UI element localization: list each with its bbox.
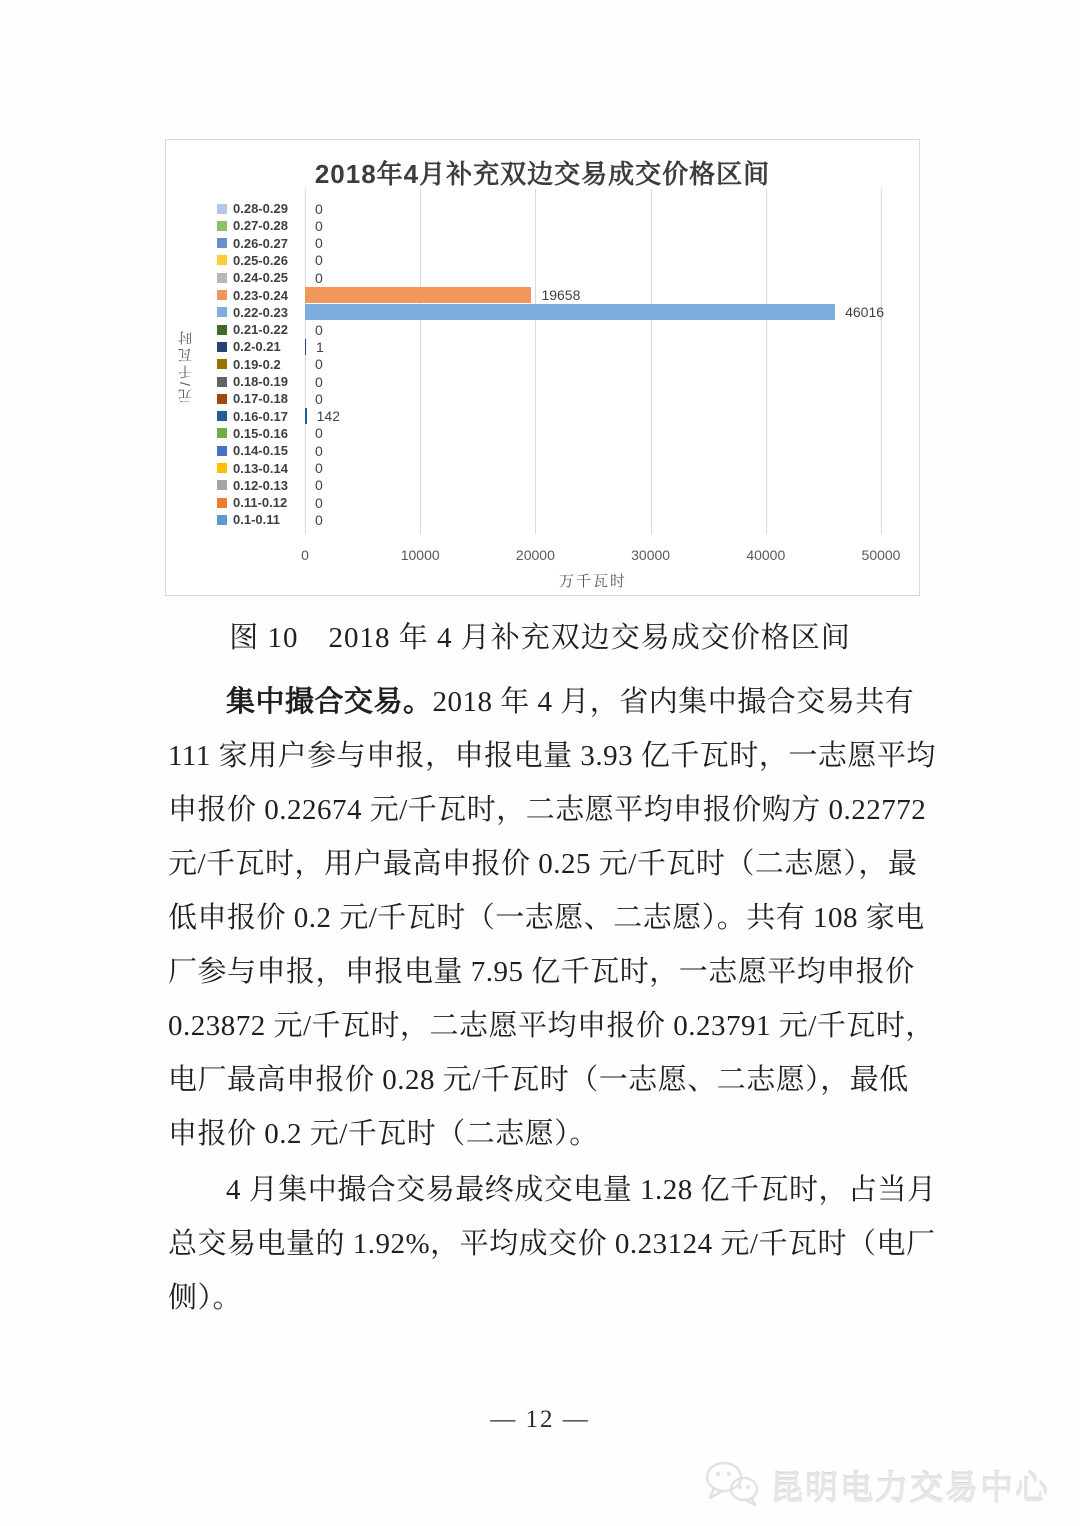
- value-label: 0: [315, 235, 323, 252]
- category-label: 0.26-0.27: [233, 235, 288, 251]
- legend-swatch: [217, 377, 227, 387]
- body-line: 电厂最高申报价 0.28 元/千瓦时（一志愿、二志愿），最低: [168, 1064, 909, 1096]
- x-tick-label: 40000: [746, 547, 786, 563]
- y-axis-title-text: 元/千瓦时: [177, 327, 193, 403]
- gridline: [535, 189, 536, 534]
- value-label: 0: [315, 390, 323, 407]
- category-label: 0.17-0.18: [233, 391, 288, 407]
- chart-title: 2018年4月补充双边交易成交价格区间: [314, 159, 771, 189]
- legend-swatch: [217, 446, 227, 456]
- body-text: [168, 675, 937, 1325]
- body-line: 低申报价 0.2 元/千瓦时（一志愿、二志愿）。共有 108 家电: [168, 902, 925, 934]
- legend-swatch: [217, 515, 227, 525]
- category-label: 0.11-0.12: [233, 495, 288, 511]
- figure-caption: 图 10 2018 年 4 月补充双边交易成交价格区间: [229, 622, 851, 654]
- body-line-text: 2018 年 4 月，省内集中撮合交易共有: [432, 686, 915, 718]
- legend-swatch: [217, 238, 227, 248]
- body-line: [168, 675, 918, 729]
- body-line: 申报价 0.22674 元/千瓦时，二志愿平均申报价购方 0.22772: [168, 794, 927, 826]
- category-label: 0.28-0.29: [233, 201, 288, 216]
- category-label: 0.18-0.19: [233, 374, 288, 389]
- body-line: 4 月集中撮合交易最终成交电量 1.28 亿千瓦时，占当月: [226, 1174, 937, 1206]
- body-line: 侧）。: [168, 1282, 243, 1314]
- x-tick-label: 10000: [400, 547, 440, 563]
- x-tick-label: 0: [301, 547, 309, 563]
- legend-swatch: [217, 255, 227, 265]
- value-label: 0: [315, 460, 323, 476]
- value-label: 142: [316, 408, 340, 425]
- value-label: 19658: [541, 287, 581, 303]
- value-label: 0: [315, 269, 323, 286]
- value-label: 0: [315, 200, 323, 217]
- gridline: [305, 189, 306, 534]
- category-label: 0.23-0.24: [233, 287, 288, 303]
- x-axis-title: 万千瓦时: [558, 573, 627, 590]
- value-label: 0: [315, 217, 323, 234]
- legend-swatch: [217, 480, 227, 490]
- price-range-chart: [165, 139, 920, 596]
- bar: [305, 287, 531, 303]
- x-tick-label: 30000: [631, 547, 671, 563]
- value-label: 1: [316, 338, 324, 355]
- paragraph-lead: 集中撮合交易。: [226, 686, 433, 718]
- x-tick-label: 50000: [861, 547, 901, 563]
- value-label: 0: [315, 425, 323, 442]
- category-label: 0.16-0.17: [233, 408, 288, 424]
- category-label: 0.14-0.15: [233, 443, 288, 459]
- bar: [305, 408, 307, 424]
- category-label: 0.24-0.25: [233, 270, 288, 286]
- body-line: 111 家用户参与申报，申报电量 3.93 亿千瓦时，一志愿平均: [168, 740, 936, 772]
- value-label: 0: [315, 373, 323, 390]
- value-label: 0: [315, 494, 323, 511]
- legend-swatch: [217, 273, 227, 283]
- value-label: 0: [315, 511, 323, 528]
- gridline: [420, 189, 421, 534]
- category-label: 0.21-0.22: [233, 322, 288, 338]
- gridline: [651, 189, 652, 534]
- body-line: 0.23872 元/千瓦时，二志愿平均申报价 0.23791 元/千瓦时，: [168, 1010, 935, 1042]
- bar: [305, 304, 835, 320]
- bar: [305, 339, 306, 355]
- body-line: 厂参与申报，申报电量 7.95 亿千瓦时，一志愿平均申报价: [168, 956, 915, 988]
- legend-swatch: [217, 428, 227, 438]
- legend-swatch: [217, 221, 227, 231]
- gridline: [881, 189, 882, 534]
- x-tick-label: 20000: [515, 547, 555, 563]
- category-label: 0.22-0.23: [233, 304, 288, 320]
- legend-swatch: [217, 325, 227, 335]
- page-number: — 12 —: [490, 1406, 590, 1433]
- value-label: 0: [315, 321, 323, 338]
- category-label: 0.1-0.11: [233, 512, 280, 528]
- value-label: 0: [315, 356, 323, 373]
- watermark-text: 昆明电力交易中心: [770, 1469, 1050, 1506]
- legend-swatch: [217, 342, 227, 352]
- legend-swatch: [217, 359, 227, 369]
- y-axis-title: [172, 200, 198, 530]
- legend-swatch: [217, 307, 227, 317]
- body-line: 总交易电量的 1.92%，平均成交价 0.23124 元/千瓦时（电厂: [168, 1228, 936, 1260]
- body-line: 元/千瓦时，用户最高申报价 0.25 元/千瓦时（二志愿），最: [168, 848, 918, 880]
- category-label: 0.27-0.28: [233, 218, 288, 234]
- legend-swatch: [217, 498, 227, 508]
- category-label: 0.19-0.2: [233, 356, 281, 372]
- chart-canvas: [166, 140, 919, 595]
- body-line: 申报价 0.2 元/千瓦时（二志愿）。: [168, 1118, 599, 1150]
- category-label: 0.13-0.14: [233, 460, 288, 476]
- category-label: 0.2-0.21: [233, 339, 281, 355]
- wechat-icon: [702, 1458, 760, 1513]
- legend-swatch: [217, 204, 227, 214]
- value-label: 0: [315, 477, 323, 494]
- gridline: [766, 189, 767, 534]
- value-label: 0: [315, 442, 323, 459]
- category-label: 0.25-0.26: [233, 252, 288, 268]
- watermark: [702, 1458, 1050, 1513]
- value-label: 0: [315, 252, 323, 269]
- legend-swatch: [217, 290, 227, 300]
- legend-swatch: [217, 394, 227, 404]
- value-label: 46016: [845, 304, 885, 321]
- legend-swatch: [217, 463, 227, 473]
- category-label: 0.12-0.13: [233, 477, 288, 493]
- category-label: 0.15-0.16: [233, 425, 288, 441]
- legend-swatch: [217, 411, 227, 421]
